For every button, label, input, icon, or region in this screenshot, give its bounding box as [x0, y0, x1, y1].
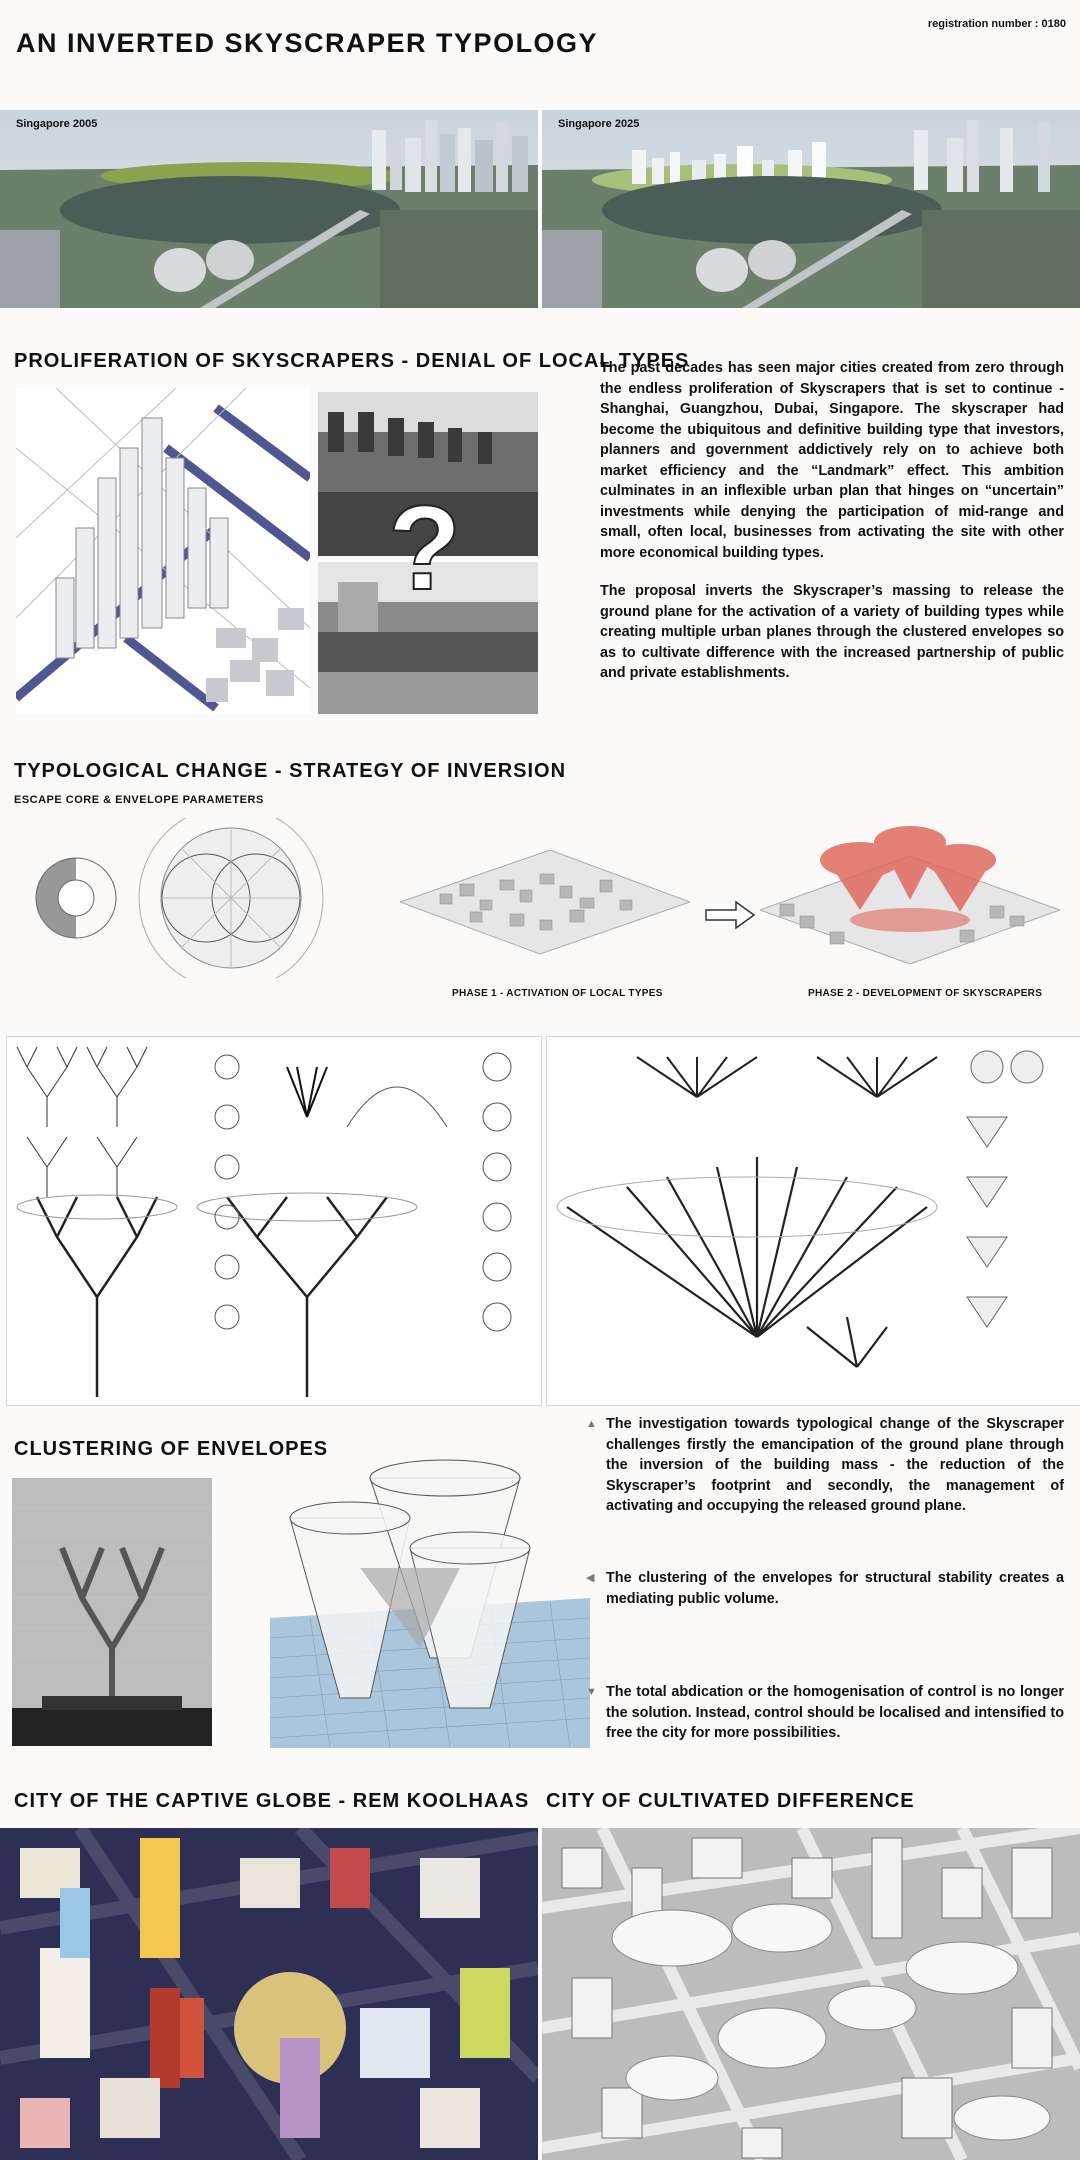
triangle-up-icon: ▲: [586, 1418, 597, 1430]
diagram-phase2: [760, 820, 1060, 970]
arrow-phase: [704, 900, 756, 930]
proliferation-paragraph-2: The proposal inverts the Skyscraper’s massing to release the ground plane for the activation of a variety of building types while creating multiple urban planes through the clustered envelopes so as to cultivate difference with the increased partnership of public and private establishments.: [600, 583, 1064, 681]
caption-phase2: PHASE 2 - DEVELOPMENT OF SKYSCRAPERS: [808, 988, 1043, 999]
subheading-escape-core: ESCAPE CORE & ENVELOPE PARAMETERS: [14, 794, 264, 806]
heading-proliferation: PROLIFERATION OF SKYSCRAPERS - DENIAL OF LOCAL TYPES: [14, 350, 690, 372]
diagram-tree-structures-left: [6, 1036, 542, 1406]
photo-label-2005: Singapore 2005: [16, 118, 98, 130]
diagram-escape-core: [16, 818, 336, 978]
caption-phase1: PHASE 1 - ACTIVATION OF LOCAL TYPES: [452, 988, 663, 999]
proliferation-paragraph-1: The past decades has seen major cities created from zero through the endless proliferation of Skyscrapers that is set to continue -Shanghai, Guangzhou, Dubai, Singapore. The skyscraper had become the ubiquitous and definitive building type that investors, planners and government addictively rely on to achieve both market efficiency and the “Landmark” effect. This ambition culminates in an inflexible urban plan that hinges on “uncertain” investments while denying the participation of mid-range and small, often local, businesses from activating the site with other more economical building types.: [600, 360, 1064, 561]
photo-singapore-2005: [0, 110, 538, 308]
image-cultivated-difference: [542, 1828, 1080, 2160]
photo-physical-model: [12, 1478, 212, 1746]
heading-typological: TYPOLOGICAL CHANGE - STRATEGY OF INVERSION: [14, 760, 567, 782]
image-captive-globe: [0, 1828, 538, 2160]
bullet-3-text: The total abdication or the homogenisation of control is no longer the solution. Instead, control should be localised and intensified to free the city for more possibilities.: [606, 1684, 1064, 1741]
diagram-tree-structures-right: [546, 1036, 1080, 1406]
photo-singapore-2025: [542, 110, 1080, 308]
heading-captive-globe: CITY OF THE CAPTIVE GLOBE - REM KOOLHAAS: [14, 1790, 530, 1812]
diagram-skyscraper-massing: [16, 388, 310, 714]
heading-cultivated-difference: CITY OF CULTIVATED DIFFERENCE: [546, 1790, 915, 1812]
bullet-1-text: The investigation towards typological change of the Skyscraper challenges firstly the emancipation of the ground plane through the inversion of the building mass - the reduction of the Skyscraper’s footprint and secondly, the management of activating and occupying the released ground plane.: [606, 1416, 1064, 1514]
page-title: AN INVERTED SKYSCRAPER TYPOLOGY: [16, 28, 599, 58]
proliferation-text: [600, 358, 1064, 702]
photo-label-2025: Singapore 2025: [558, 118, 640, 130]
bullet-2-text: The clustering of the envelopes for structural stability creates a mediating public volume.: [606, 1570, 1064, 1607]
triangle-left-icon: ◀: [586, 1572, 595, 1584]
diagram-clustered-envelopes: [270, 1458, 590, 1748]
heading-clustering: CLUSTERING OF ENVELOPES: [14, 1438, 329, 1460]
diagram-phase1: [400, 840, 690, 960]
bullet-1: [586, 1414, 1064, 1517]
bullet-2: [586, 1568, 1064, 1609]
triangle-down-icon: ▼: [586, 1686, 597, 1698]
bullet-3: [586, 1682, 1064, 1744]
question-mark: ?: [388, 481, 462, 615]
registration-number: registration number : 0180: [927, 18, 1066, 30]
